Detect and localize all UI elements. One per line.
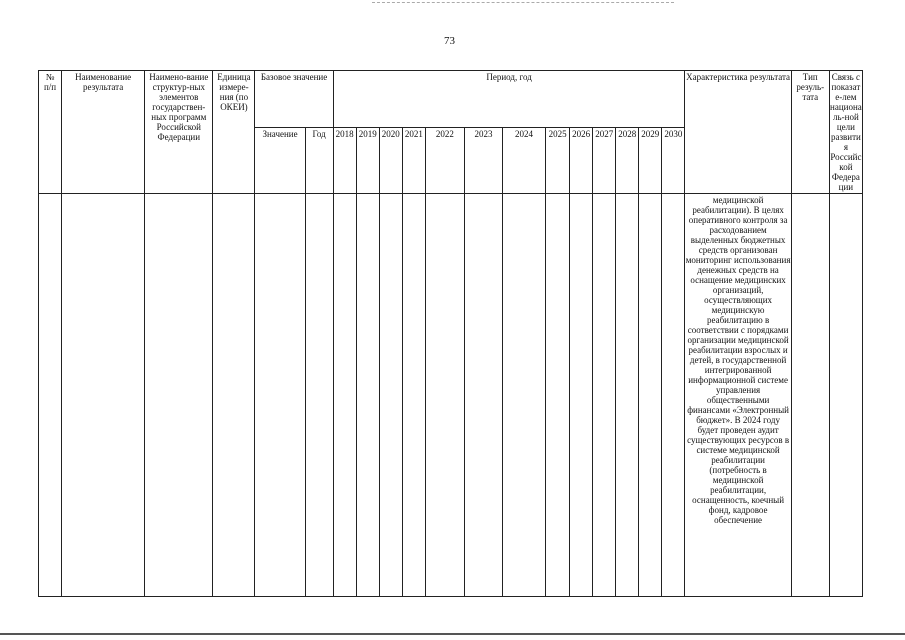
year-cell: 2020 xyxy=(379,128,402,194)
year-cell: 2022 xyxy=(425,128,464,194)
cell-num xyxy=(39,194,62,597)
year-cell: 2028 xyxy=(616,128,639,194)
header-base-value: Базовое значение xyxy=(255,71,333,128)
year-cell: 2029 xyxy=(639,128,662,194)
year-cell: 2021 xyxy=(402,128,425,194)
cell-year xyxy=(305,194,333,597)
cell-2020 xyxy=(379,194,402,597)
scan-edge-bottom xyxy=(0,633,905,635)
cell-link xyxy=(829,194,862,597)
cell-value xyxy=(255,194,305,597)
cell-2028 xyxy=(616,194,639,597)
cell-unit xyxy=(213,194,255,597)
cell-2023 xyxy=(464,194,502,597)
header-unit: Единица измере-ния (по ОКЕИ) xyxy=(213,71,255,194)
cell-2024 xyxy=(503,194,546,597)
year-cell: 2018 xyxy=(333,128,356,194)
header-characteristic: Характеристика результата xyxy=(685,71,791,194)
scan-edge-top xyxy=(372,2,674,3)
table-row xyxy=(39,194,863,597)
header-period: Период, год xyxy=(333,71,685,128)
year-cell: 2026 xyxy=(570,128,593,194)
cell-2021 xyxy=(402,194,425,597)
results-table xyxy=(38,70,863,597)
year-cell: 2019 xyxy=(356,128,379,194)
year-cell: 2030 xyxy=(662,128,685,194)
header-num: № п/п xyxy=(39,71,62,194)
cell-type xyxy=(791,194,829,597)
header-value: Значение xyxy=(255,128,305,194)
cell-2022 xyxy=(425,194,464,597)
header-type: Тип резуль-тата xyxy=(791,71,829,194)
cell-2026 xyxy=(570,194,593,597)
cell-struct-name xyxy=(145,194,213,597)
cell-2029 xyxy=(639,194,662,597)
header-struct-name: Наимено-вание структур-ных элементов государствен-ных программ Российской Федерации xyxy=(145,71,213,194)
year-cell: 2027 xyxy=(593,128,616,194)
year-cell: 2023 xyxy=(464,128,502,194)
cell-2019 xyxy=(356,194,379,597)
header-result-name: Наименование результата xyxy=(62,71,145,194)
cell-2018 xyxy=(333,194,356,597)
header-link: Связь с показате-лем националь-ной цели развития Российской Федерации xyxy=(830,72,862,192)
year-cell: 2024 xyxy=(503,128,546,194)
cell-result-name xyxy=(62,194,145,597)
cell-2027 xyxy=(593,194,616,597)
cell-2025 xyxy=(546,194,570,597)
header-year: Год xyxy=(305,128,333,194)
year-cell: 2025 xyxy=(546,128,570,194)
cell-2030 xyxy=(662,194,685,597)
page-number: 73 xyxy=(444,35,455,47)
cell-characteristic: медицинской реабилитации). В целях оперативного контроля за расходованием выделенных бюджетных средств организован мониторинг использования денежных средств на оснащение медицинских организаций, осуществляющих медицинскую реабилитацию в соответствии с порядками организации медицинской реабилитации взрослых и детей, в государственной интегрированной информационной системе управления общественными финансами «Электронный бюджет». В 2024 году будет проведен аудит существующих ресурсов в системе медицинской реабилитации (потребность в медицинской реабилитации, оснащенность, коечный фонд, кадровое обеспечение xyxy=(685,194,791,597)
